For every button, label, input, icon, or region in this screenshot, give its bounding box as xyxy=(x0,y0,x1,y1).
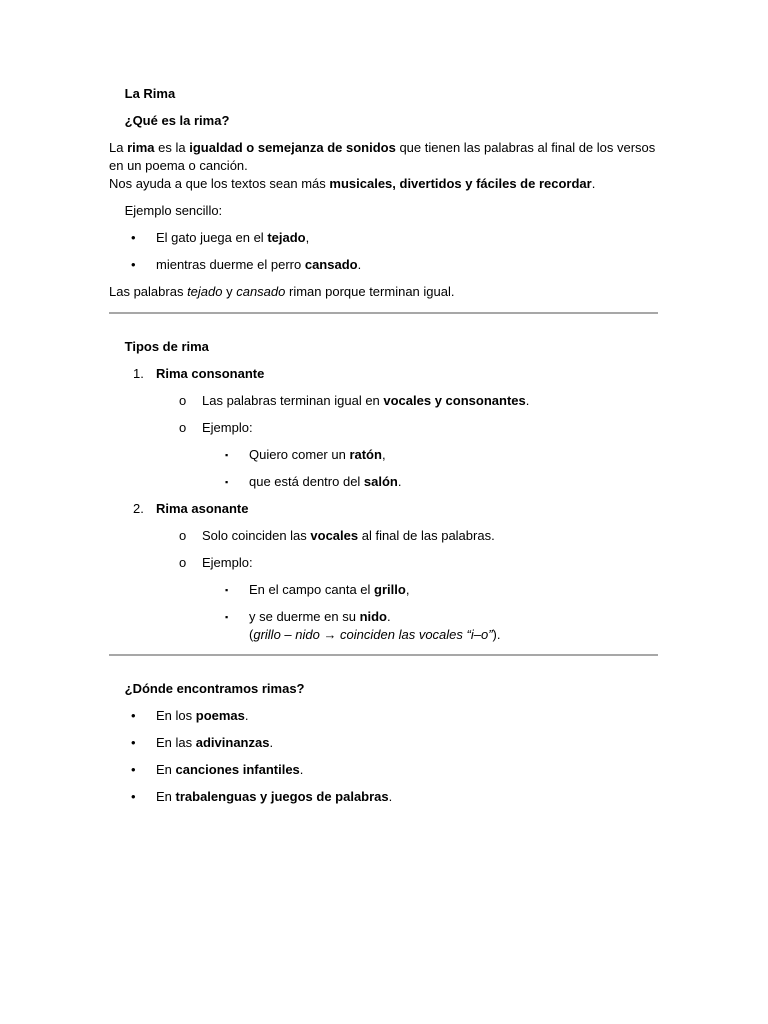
section-heading-what-is-rhyme: ¿Qué es la rima? xyxy=(124,113,230,128)
list-item: • En trabalenguas y juegos de palabras. xyxy=(131,789,393,804)
bullet-marker: • xyxy=(131,230,136,245)
section-heading-where-rhymes: ¿Dónde encontramos rimas? xyxy=(124,681,305,696)
definition-paragraph: La rima es la igualdad o semejanza de sonidos que tienen las palabras al final de los versos en un poema o canción. xyxy=(109,140,656,173)
circle-marker: o xyxy=(179,555,187,570)
example-label: Ejemplo sencillo: xyxy=(124,203,223,218)
numbered-item-assonant: 2. Rima asonante xyxy=(133,501,249,516)
square-marker: ▪ xyxy=(225,450,229,460)
circle-marker: o xyxy=(179,393,187,408)
section-heading-rhyme-types: Tipos de rima xyxy=(124,339,209,354)
list-item: o Ejemplo: xyxy=(179,420,253,435)
list-item: ▪ Quiero comer un ratón, xyxy=(225,447,386,462)
list-item: ▪ que está dentro del salón. xyxy=(225,474,402,489)
bullet-marker: • xyxy=(131,762,136,777)
number-marker: 2. xyxy=(133,501,144,516)
divider xyxy=(109,312,658,314)
bullet-marker: • xyxy=(131,789,136,804)
number-marker: 1. xyxy=(133,366,144,381)
list-item: ▪ En el campo canta el grillo, xyxy=(225,582,410,597)
square-marker: ▪ xyxy=(225,612,229,622)
list-item: • En canciones infantiles. xyxy=(131,762,304,777)
numbered-item-consonant: 1. Rima consonante xyxy=(133,366,265,381)
vowel-note: (grillo – nido → coinciden las vocales “i–o”). xyxy=(249,627,501,642)
list-item: o Solo coinciden las vocales al final de las palabras. xyxy=(179,528,495,543)
list-item: o Las palabras terminan igual en vocales y consonantes. xyxy=(179,393,530,408)
bullet-marker: • xyxy=(131,708,136,723)
list-item: • mientras duerme el perro cansado. xyxy=(131,257,362,272)
document-title: La Rima xyxy=(124,86,176,101)
purpose-paragraph: Nos ayuda a que los textos sean más musicales, divertidos y fáciles de recordar. xyxy=(109,176,596,191)
closing-paragraph: Las palabras tejado y cansado riman porque terminan igual. xyxy=(109,284,455,299)
list-item: • En las adivinanzas. xyxy=(131,735,274,750)
bullet-marker: • xyxy=(131,257,136,272)
list-item: o Ejemplo: xyxy=(179,555,253,570)
square-marker: ▪ xyxy=(225,477,229,487)
list-item: ▪ y se duerme en su nido. (grillo – nido → coinciden las vocales “i–o”). xyxy=(109,608,658,644)
square-marker: ▪ xyxy=(225,585,229,595)
list-item: • En los poemas. xyxy=(131,708,249,723)
document-page xyxy=(109,85,658,815)
circle-marker: o xyxy=(179,528,187,543)
bullet-marker: • xyxy=(131,735,136,750)
divider xyxy=(109,654,658,656)
circle-marker: o xyxy=(179,420,187,435)
list-item: • El gato juega en el tejado, xyxy=(131,230,310,245)
